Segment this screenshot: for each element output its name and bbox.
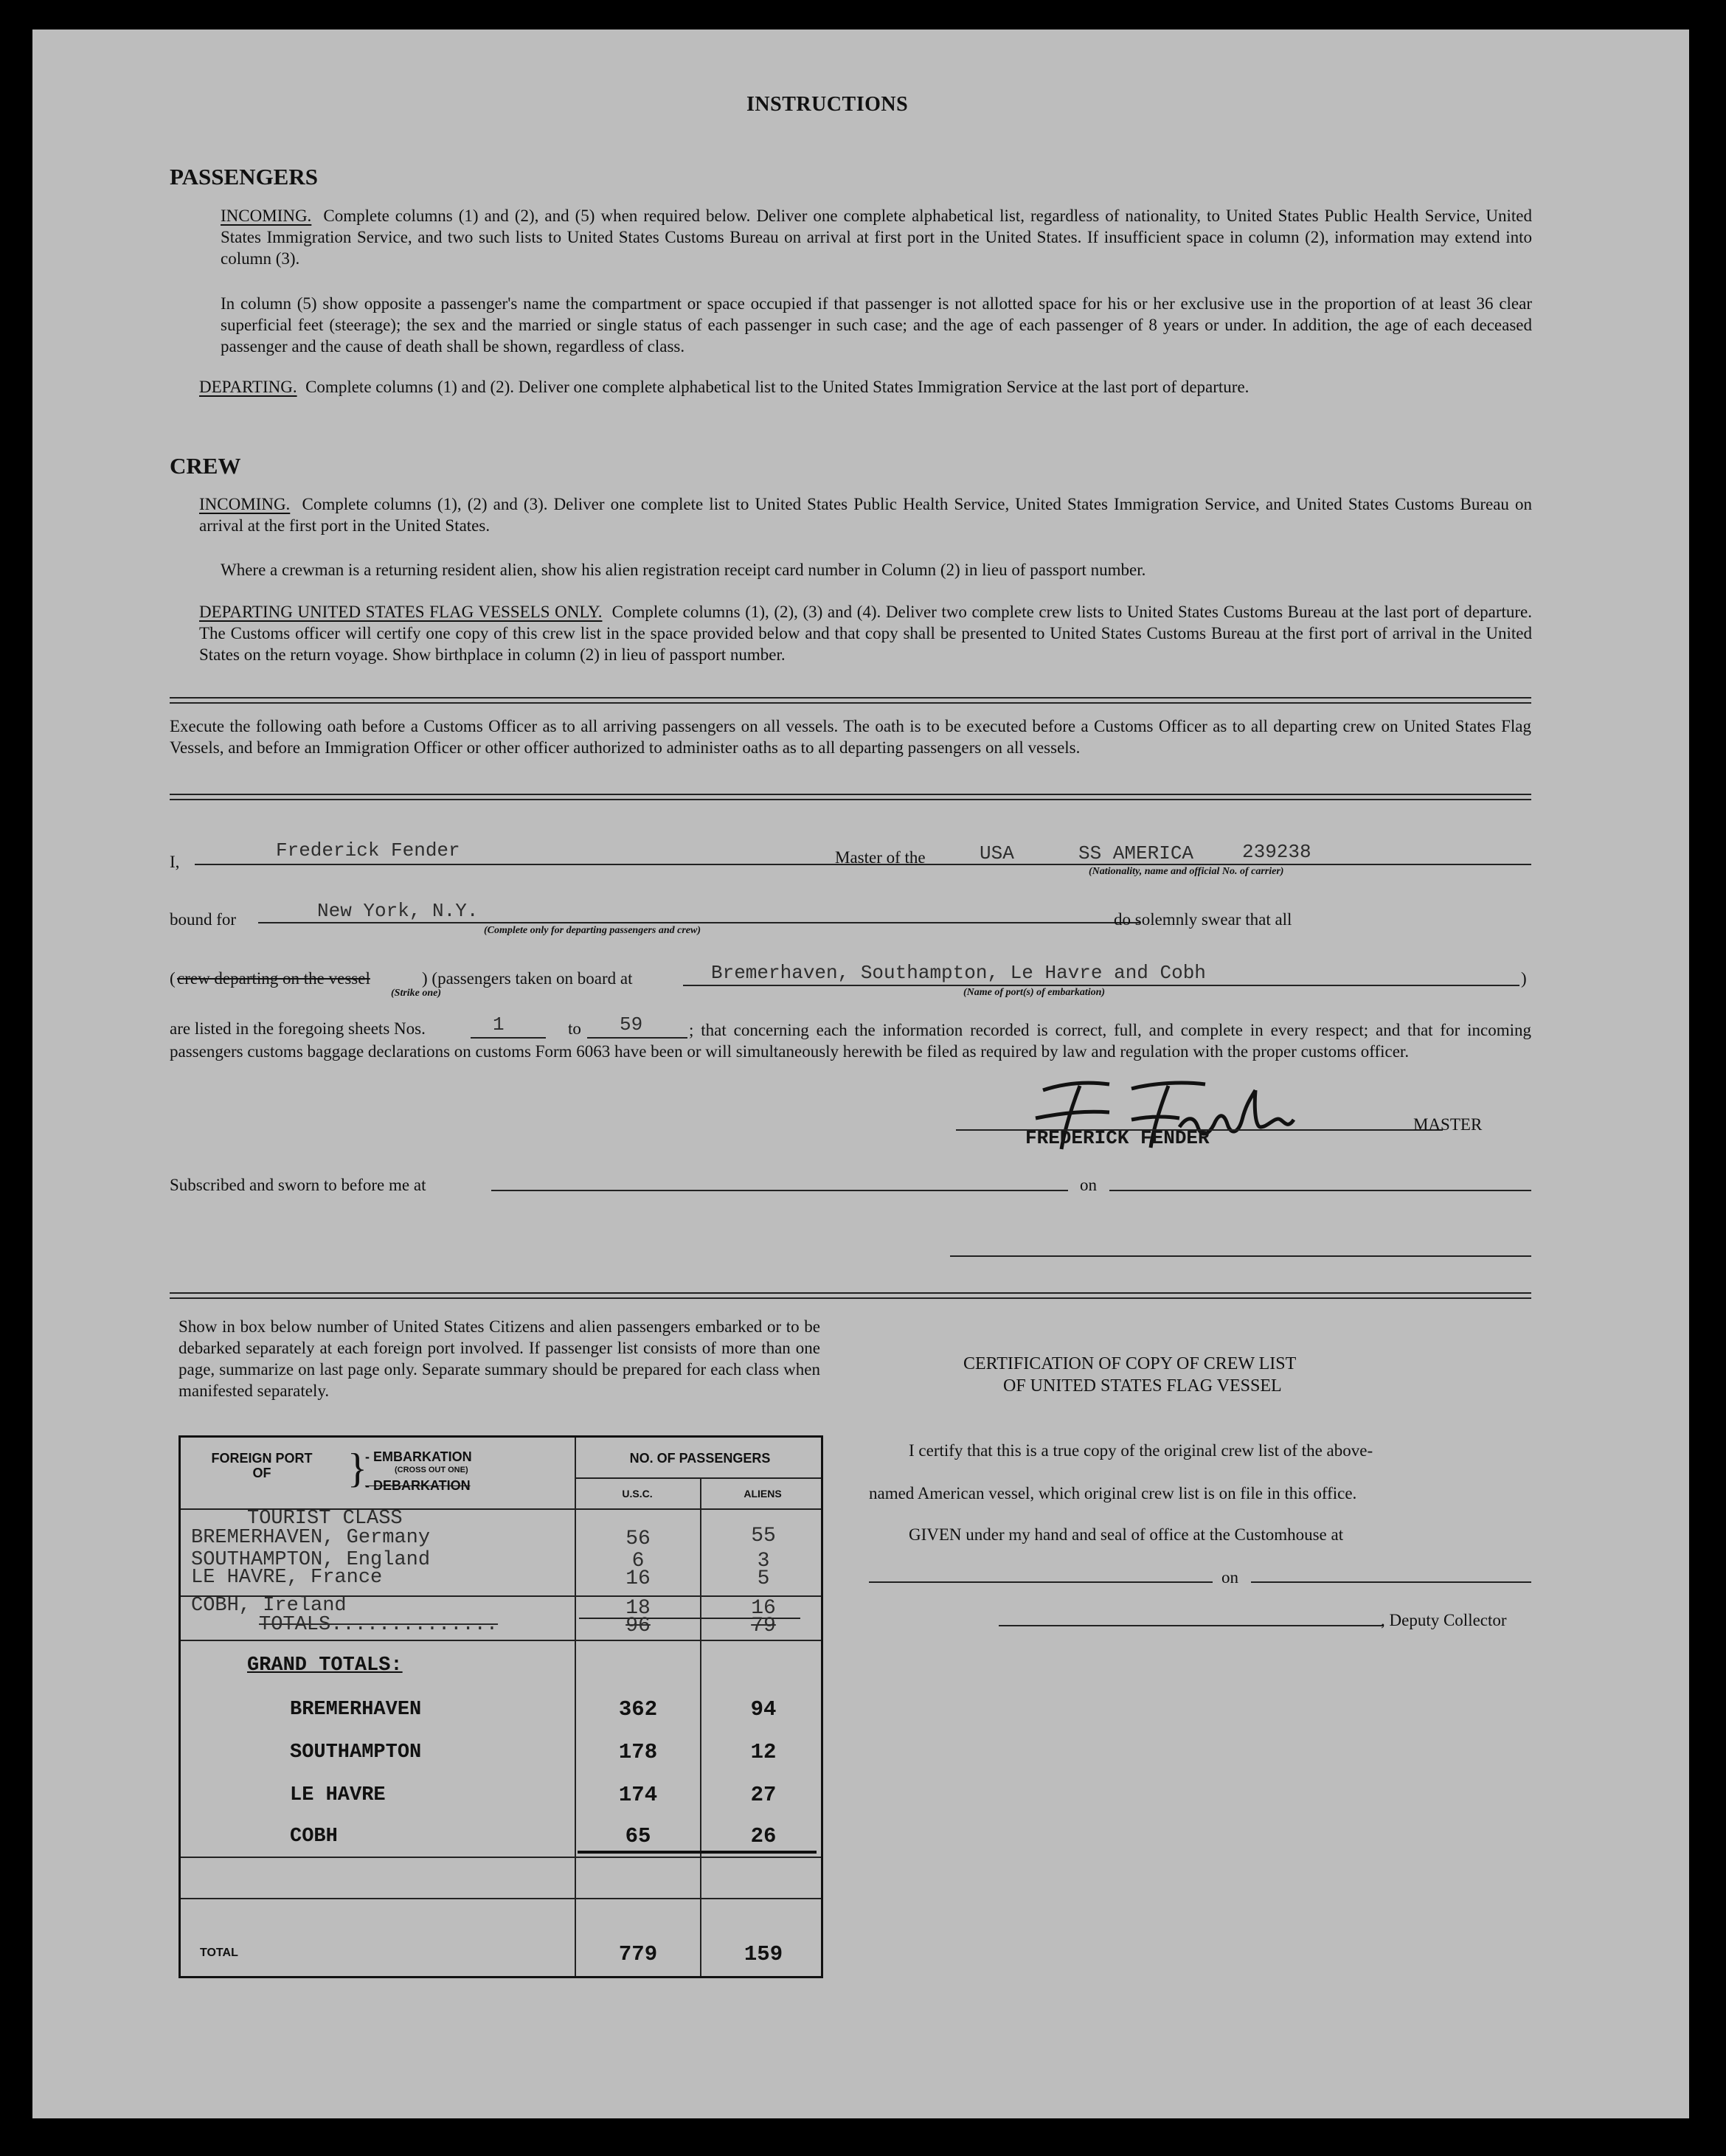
totals-aliens: 79 xyxy=(751,1615,776,1637)
ports-line xyxy=(683,985,1519,986)
master-label: MASTER xyxy=(1413,1115,1483,1134)
lower-divider xyxy=(170,1292,1531,1299)
open-paren: ( xyxy=(170,969,176,988)
grand-port-3: LE HAVRE xyxy=(290,1784,386,1806)
total-usc: 779 xyxy=(618,1942,658,1966)
subscribed-label: Subscribed and sworn to before me at xyxy=(170,1176,426,1194)
master-of-label: Master of the xyxy=(835,848,926,867)
row-usc-3: 16 xyxy=(625,1567,651,1590)
summary-instructions: Show in box below number of United States Citizens and alien passengers embarked or to be debarked separately at each foreign port involved. If passenger list consists of more than one page, summarize on last page only. Separate summary should be prepared for each class when manifested separately. xyxy=(179,1317,820,1400)
listed-label: are listed in the foregoing sheets Nos. xyxy=(170,1019,426,1038)
ports-of-embarkation: Bremerhaven, Southampton, Le Havre and Cobh xyxy=(711,962,1206,984)
row-aliens-4: 16 xyxy=(751,1597,776,1620)
col-embarkation: - EMBARKATION xyxy=(365,1449,472,1464)
vessel-name: SS AMERICA xyxy=(1078,842,1194,864)
carrier-line xyxy=(947,864,1531,865)
row-usc-2: 6 xyxy=(631,1550,645,1573)
row-usc-1: 56 xyxy=(625,1528,651,1550)
table-divider-usc xyxy=(575,1438,576,1976)
ports-caption: (Name of port(s) of embarkation) xyxy=(963,987,1106,998)
grand-port-1: BREMERHAVEN xyxy=(290,1699,422,1721)
sheet-to-line xyxy=(587,1037,687,1039)
table-row-line-4 xyxy=(181,1898,821,1899)
page-title: INSTRUCTIONS xyxy=(746,93,909,116)
crew-heading: CREW xyxy=(170,453,241,479)
table-row-line-2 xyxy=(181,1640,821,1641)
total-label: TOTAL xyxy=(200,1947,238,1959)
passengers-departing-text: Complete columns (1) and (2). Deliver one complete alphabetical list to the United States Immigration Service at the last port of departure. xyxy=(305,378,1250,396)
passengers-incoming-label: INCOMING. xyxy=(221,207,312,225)
form-page xyxy=(32,30,1689,2118)
row-port-3: LE HAVRE, France xyxy=(191,1567,383,1589)
nationality: USA xyxy=(980,842,1014,864)
total-aliens: 159 xyxy=(744,1942,783,1966)
cert-date-line xyxy=(1251,1581,1531,1583)
to-label: to xyxy=(568,1019,581,1038)
crew-departing-label: DEPARTING UNITED STATES FLAG VESSELS ONLY. xyxy=(199,603,603,621)
passengers-heading: PASSENGERS xyxy=(170,164,318,190)
sheet-to: 59 xyxy=(620,1013,643,1036)
totals-label: TOTALS.............. xyxy=(259,1614,499,1636)
crew-struck-text: crew departing on the vessel xyxy=(177,969,370,988)
col-foreign-port: FOREIGN PORT OF xyxy=(211,1451,313,1480)
totals-usc: 96 xyxy=(625,1615,651,1637)
col-no-passengers: NO. OF PASSENGERS xyxy=(629,1451,771,1466)
swear-text: do solemnly swear that all xyxy=(1114,910,1292,929)
passengers-column5-paragraph: In column (5) show opposite a passenger's name the compartment or space occupied if that passenger is not allotted space for his or her exclusive use in the proportion of at least 36 clear superficial feet (steerage); the sex and the married or single status of each passenger in such case; and the age of each passenger of 8 years or under. In addition, the age of each deceased passenger and the cause of death shall be shown, regardless of class. xyxy=(221,294,1532,356)
grand-usc-3: 174 xyxy=(618,1783,658,1807)
on-label: on xyxy=(1080,1176,1097,1194)
listed-paragraph: ; that concerning each the information recorded is correct, full, and complete in every respect; and that for incoming passengers customs baggage declarations on customs Form 6063 have been or will simultaneously herewith be filed as required by law and regulation with the proper customs officer. xyxy=(170,1021,1531,1061)
row-aliens-1: 55 xyxy=(751,1525,776,1547)
grand-totals-label: GRAND TOTALS: xyxy=(247,1654,403,1677)
table-subheader-line xyxy=(575,1477,821,1479)
passengers-departing-paragraph xyxy=(199,376,1532,398)
certification-title-2: OF UNITED STATES FLAG VESSEL xyxy=(1003,1376,1282,1396)
carrier-caption: (Nationality, name and official No. of carrier) xyxy=(1089,866,1284,877)
row-aliens-3: 5 xyxy=(757,1567,770,1590)
close-paren: ) xyxy=(1521,969,1527,988)
oath-instructions: Execute the following oath before a Customs Officer as to all arriving passengers on all vessels. The oath is to be executed before a Customs Officer as to all departing crew on United States Flag Vessels, and before an Immigration Officer or other officer authorized to administer oaths as to all departing passengers on all vessels. xyxy=(170,717,1531,757)
certify-text-1: I certify that this is a true copy of the original crew list of the above- xyxy=(909,1441,1373,1460)
passengers-taken-label: ) (passengers taken on board at xyxy=(422,969,633,988)
crew-incoming-label: INCOMING. xyxy=(199,495,291,513)
officer-line xyxy=(950,1255,1531,1257)
grand-usc-4: 65 xyxy=(625,1824,651,1848)
bound-for-value: New York, N.Y. xyxy=(317,900,479,922)
passenger-summary-table xyxy=(179,1435,823,1978)
crew-resident-paragraph: Where a crewman is a returning resident alien, show his alien registration receipt card number in Column (2) in lieu of passport number. xyxy=(221,561,1146,579)
deputy-collector-line xyxy=(999,1625,1384,1626)
grand-totals-rule xyxy=(578,1851,817,1854)
row-port-2: SOUTHAMPTON, England xyxy=(191,1549,431,1571)
row-aliens-2: 3 xyxy=(757,1550,770,1573)
subscribed-date-line xyxy=(1109,1190,1531,1191)
grand-usc-1: 362 xyxy=(618,1697,658,1722)
strike-caption: (Strike one) xyxy=(391,988,442,999)
col-debarkation: - DEBARKATION xyxy=(365,1478,471,1493)
customhouse-line xyxy=(869,1581,1213,1583)
row-usc-4: 18 xyxy=(625,1597,651,1620)
deputy-collector-label: , Deputy Collector xyxy=(1381,1611,1507,1629)
passengers-incoming-paragraph xyxy=(221,205,1532,269)
oath-i-label: I, xyxy=(170,853,180,871)
table-row-line-3 xyxy=(181,1857,821,1858)
col-cross-out: (CROSS OUT ONE) xyxy=(395,1466,468,1474)
col-aliens: ALIENS xyxy=(744,1488,782,1500)
given-text: GIVEN under my hand and seal of office at the Customhouse at xyxy=(909,1525,1344,1544)
grand-port-4: COBH xyxy=(290,1826,338,1848)
grand-aliens-4: 26 xyxy=(750,1824,777,1848)
bound-for-label: bound for xyxy=(170,910,237,929)
sheet-from: 1 xyxy=(493,1013,505,1036)
class-label: TOURIST CLASS xyxy=(247,1508,403,1530)
passengers-incoming-text: Complete columns (1) and (2), and (5) when required below. Deliver one complete alphabetical list, regardless of nationality, to United States Public Health Service, United States Immigration Service, and two such lists to United States Customs Bureau on arrival at first port in the United States. If insufficient space in column (2), information may extend into column (3). xyxy=(221,207,1532,268)
master-name: Frederick Fender xyxy=(276,839,460,862)
row-port-1: BREMERHAVEN, Germany xyxy=(191,1527,431,1549)
passengers-departing-label: DEPARTING. xyxy=(199,378,297,396)
grand-port-2: SOUTHAMPTON xyxy=(290,1741,422,1764)
header-brace: } xyxy=(347,1446,367,1491)
crew-departing-paragraph xyxy=(199,601,1532,665)
bound-caption: (Complete only for departing passengers and crew) xyxy=(484,925,701,936)
crew-departing-text: Complete columns (1), (2), (3) and (4). Deliver two complete crew lists to United States Customs Bureau at the last port of departure. The Customs officer will certify one copy of this crew list in the space provided below and that copy shall be presented to United States Customs Bureau at the first port of arrival in the United States on the return voyage. Show birthplace in column (2) in lieu of passport number. xyxy=(199,603,1533,664)
grand-usc-2: 178 xyxy=(618,1740,658,1764)
cert-on-label: on xyxy=(1221,1568,1238,1587)
grand-aliens-3: 27 xyxy=(750,1783,777,1807)
grand-aliens-1: 94 xyxy=(750,1697,777,1722)
sheet-from-line xyxy=(471,1037,546,1039)
oath-divider xyxy=(170,794,1531,800)
table-divider-aliens xyxy=(700,1479,701,1976)
bound-for-line xyxy=(258,922,1140,923)
certify-text-2: named American vessel, which original crew list is on file in this office. xyxy=(869,1484,1357,1502)
subscribed-place-line xyxy=(491,1190,1068,1191)
section-divider xyxy=(170,697,1531,704)
certification-title-1: CERTIFICATION OF COPY OF CREW LIST xyxy=(963,1354,1297,1373)
col-usc: U.S.C. xyxy=(622,1488,653,1500)
grand-aliens-2: 12 xyxy=(750,1740,777,1764)
signer-name: FREDERICK FENDER xyxy=(1025,1127,1210,1149)
crew-incoming-paragraph xyxy=(199,493,1532,536)
official-number: 239238 xyxy=(1242,841,1311,863)
row-port-4: COBH, Ireland xyxy=(191,1595,347,1617)
crew-incoming-text: Complete columns (1), (2) and (3). Deliver one complete list to United States Public Health Service, United States Immigration Service, and United States Customs Bureau on arrival at the first port in the United States. xyxy=(199,495,1533,535)
